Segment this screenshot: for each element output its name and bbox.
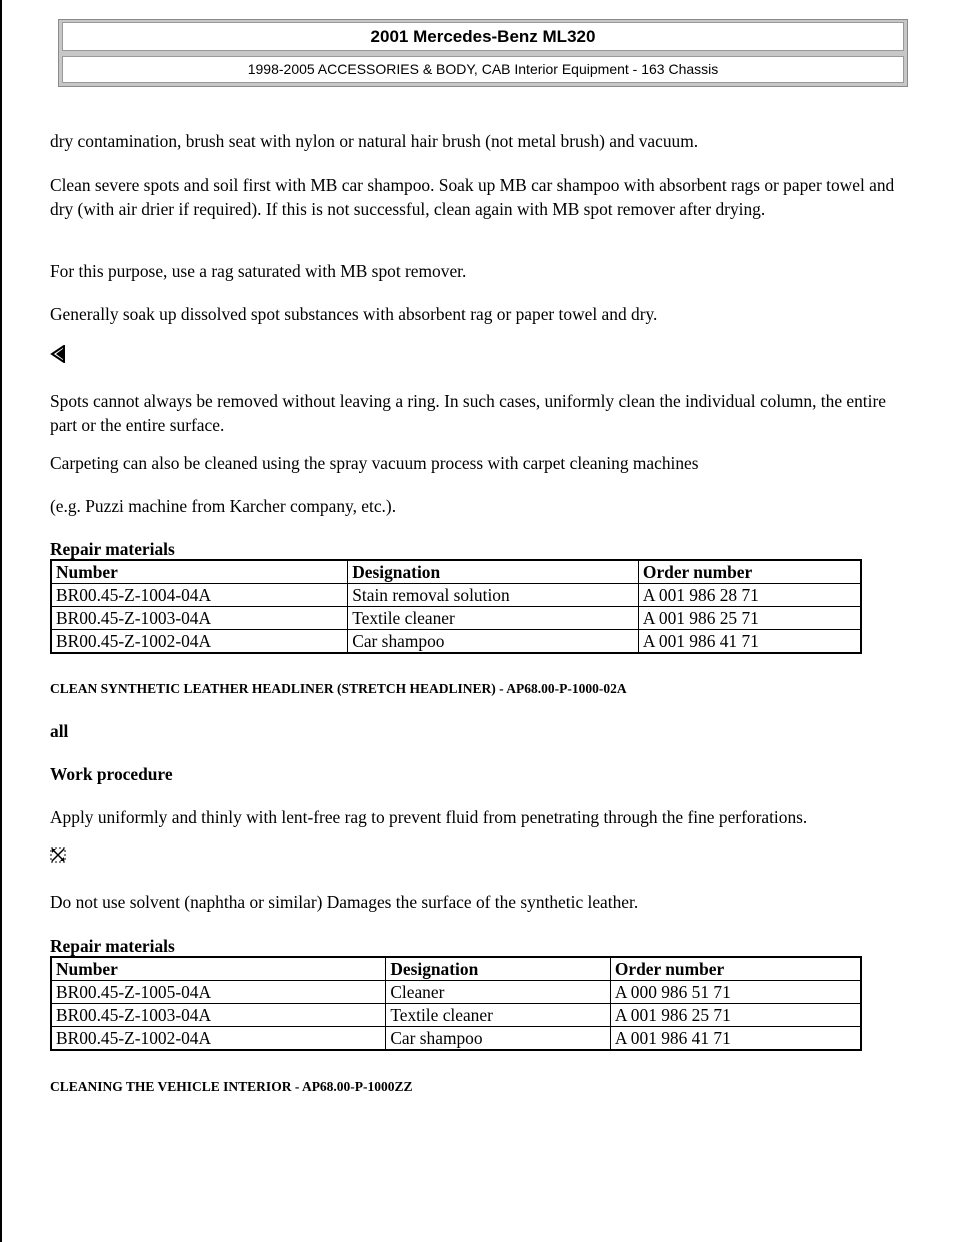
cell-designation: Textile cleaner: [348, 607, 639, 630]
cell-order-number: A 001 986 25 71: [610, 1004, 861, 1027]
table-row: [51, 981, 861, 1004]
cell-order-number: A 001 986 41 71: [638, 630, 861, 654]
repair-materials-heading-2: Repair materials: [50, 936, 175, 956]
col-number: Number: [51, 560, 348, 584]
cell-number: BR00.45-Z-1002-04A: [51, 630, 348, 654]
table-row: [51, 1004, 861, 1027]
cell-designation: Car shampoo: [348, 630, 639, 654]
cell-order-number: A 001 986 25 71: [638, 607, 861, 630]
paragraph-spray-vacuum: Carpeting can also be cleaned using the spray vacuum process with carpet cleaning machines: [50, 453, 699, 473]
cell-designation: Cleaner: [386, 981, 611, 1004]
paragraph-brush-vacuum: dry contamination, brush seat with nylon or natural hair brush (not metal brush) and vacuum.: [50, 131, 699, 151]
table-row: [51, 607, 861, 630]
work-procedure-heading: Work procedure: [50, 764, 173, 784]
paragraph-puzzi: (e.g. Puzzi machine from Karcher company, etc.).: [50, 496, 397, 516]
table-row: [51, 584, 861, 607]
paragraph-apply-uniformly: Apply uniformly and thinly with lent-free rag to prevent fluid from penetrating through the fine perforations.: [50, 807, 808, 827]
applicability-all: all: [50, 721, 69, 741]
cell-order-number: A 000 986 51 71: [610, 981, 861, 1004]
section-heading-headliner: CLEAN SYNTHETIC LEATHER HEADLINER (STRETCH HEADLINER) - AP68.00-P-1000-02A: [50, 681, 627, 696]
cell-designation: Textile cleaner: [386, 1004, 611, 1027]
cell-designation: Car shampoo: [386, 1027, 611, 1051]
cell-number: BR00.45-Z-1005-04A: [51, 981, 386, 1004]
document-subtitle: 1998-2005 ACCESSORIES & BODY, CAB Interior Equipment - 163 Chassis: [62, 56, 904, 83]
repair-materials-table-2: [50, 956, 862, 1051]
col-order-number: Order number: [610, 957, 861, 981]
repair-materials-heading-1: Repair materials: [50, 539, 175, 559]
document-title: 2001 Mercedes-Benz ML320: [62, 22, 904, 51]
page-left-border: [0, 0, 2, 1242]
table-row: [51, 630, 861, 654]
paragraph-severe-spots: Clean severe spots and soil first with MB car shampoo. Soak up MB car shampoo with absorbent rags or paper towel and dry (with air drier if required). If this is not successful, clean again with MB spot remover after drying.: [50, 175, 895, 219]
col-designation: Designation: [386, 957, 611, 981]
paragraph-ring-warning: Spots cannot always be removed without leaving a ring. In such cases, uniformly clean the individual column, the entire part or the entire surface.: [50, 391, 886, 435]
repair-materials-table-1: [50, 559, 862, 654]
col-order-number: Order number: [638, 560, 861, 584]
col-number: Number: [51, 957, 386, 981]
cell-number: BR00.45-Z-1002-04A: [51, 1027, 386, 1051]
paragraph-no-solvent: Do not use solvent (naphtha or similar) Damages the surface of the synthetic leather.: [50, 892, 639, 912]
cell-number: BR00.45-Z-1004-04A: [51, 584, 348, 607]
cell-number: BR00.45-Z-1003-04A: [51, 1004, 386, 1027]
section-heading-vehicle-interior: CLEANING THE VEHICLE INTERIOR - AP68.00-P-1000ZZ: [50, 1079, 413, 1094]
paragraph-spot-remover: For this purpose, use a rag saturated with MB spot remover.: [50, 261, 467, 281]
table-header-row: [51, 957, 861, 981]
paragraph-soak-up: Generally soak up dissolved spot substances with absorbent rag or paper towel and dry.: [50, 304, 658, 324]
cell-order-number: A 001 986 28 71: [638, 584, 861, 607]
table-header-row: [51, 560, 861, 584]
note-icon: [50, 345, 66, 363]
table-row: [51, 1027, 861, 1051]
cell-order-number: A 001 986 41 71: [610, 1027, 861, 1051]
caution-icon: [50, 847, 66, 863]
cell-number: BR00.45-Z-1003-04A: [51, 607, 348, 630]
col-designation: Designation: [348, 560, 639, 584]
cell-designation: Stain removal solution: [348, 584, 639, 607]
